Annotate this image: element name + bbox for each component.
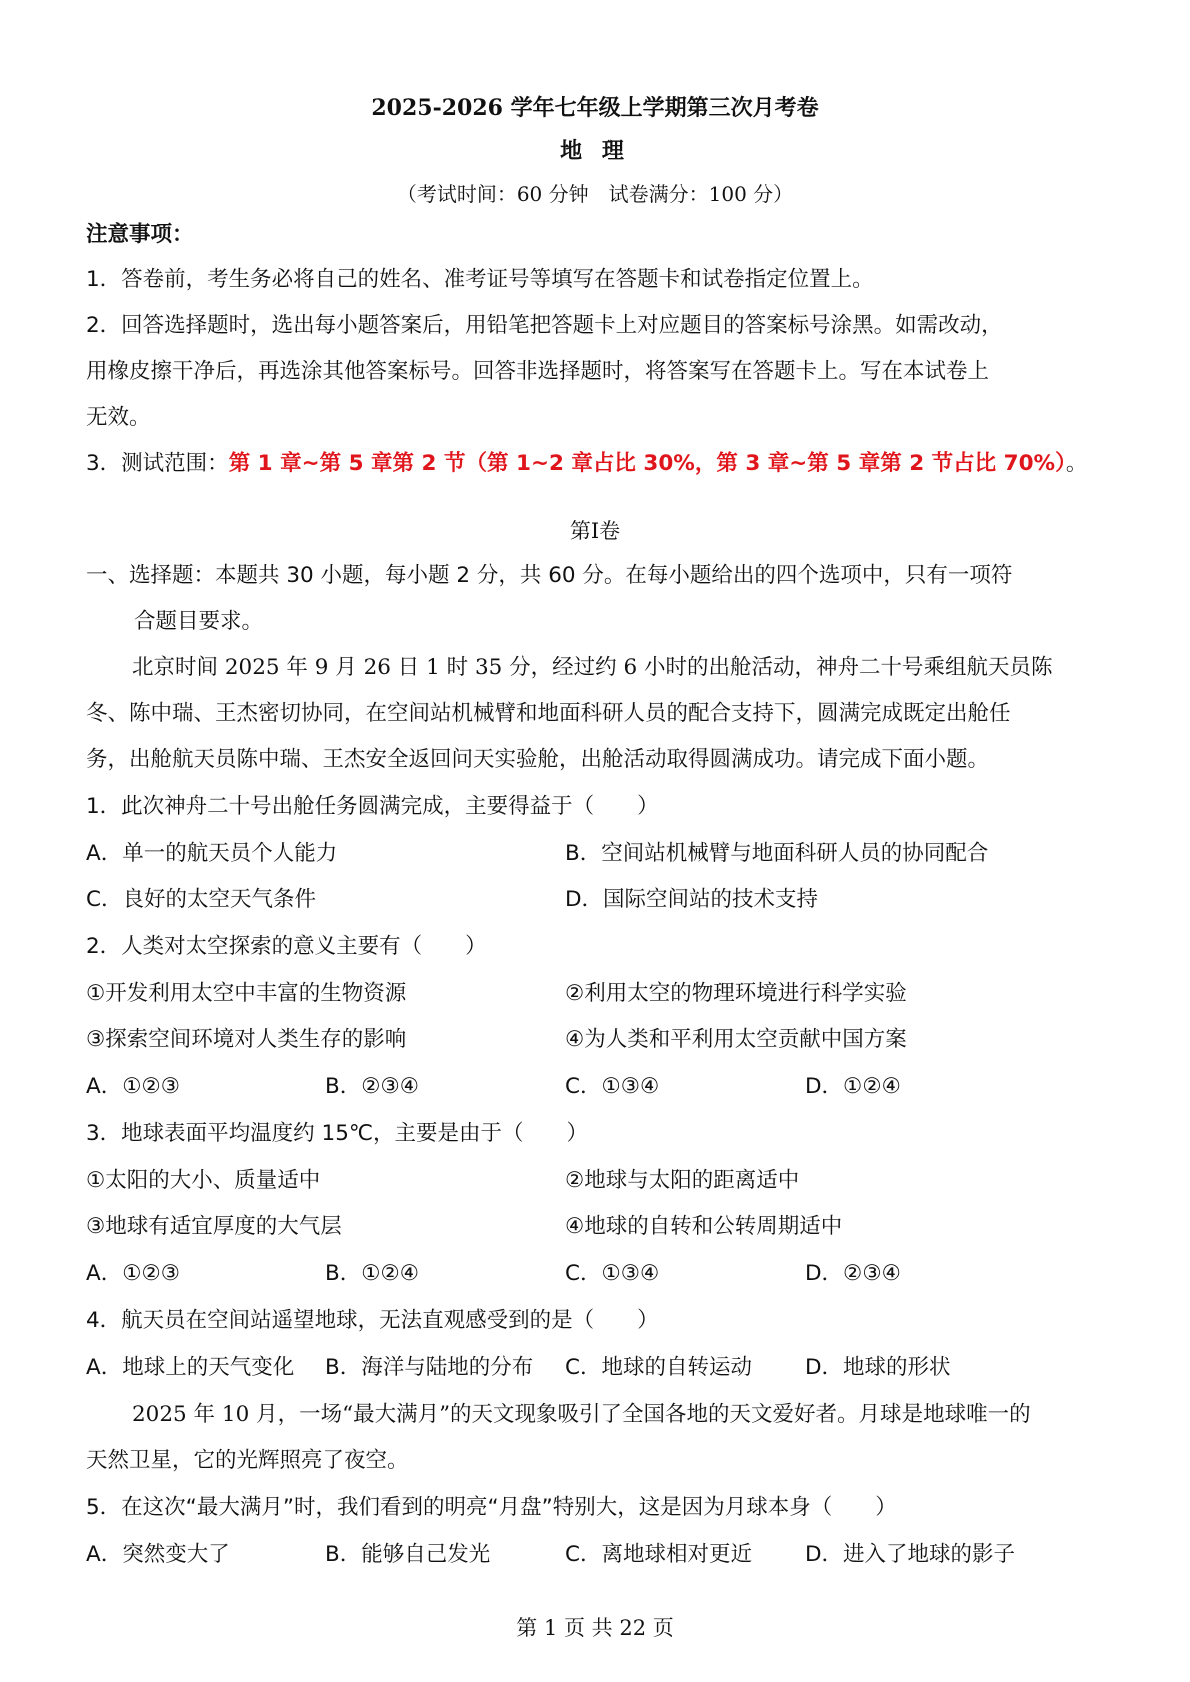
question-3-statement-3: ③地球有适宜厚度的大气层: [86, 1214, 342, 1239]
question-1-option-c: C．良好的太空天气条件: [86, 887, 317, 912]
question-5-option-c: C．离地球相对更近: [565, 1542, 753, 1567]
notice-heading: 注意事项：: [86, 222, 194, 247]
passage-1-line-1: 北京时间 2025 年 9 月 26 日 1 时 35 分，经过约 6 小时的出舱活动，神舟二十号乘组航天员陈: [132, 655, 1053, 680]
question-2-stem: 2．人类对太空探索的意义主要有（ ）: [86, 934, 487, 959]
passage-2-line-1: 2025 年 10 月，一场“最大满月”的天文现象吸引了全国各地的天文爱好者。月球是地球唯一的: [132, 1402, 1031, 1427]
notice-item-3-suffix: 。: [1065, 451, 1088, 476]
question-4-option-c: C．地球的自转运动: [565, 1355, 753, 1380]
question-4-option-b: B．海洋与陆地的分布: [325, 1355, 534, 1380]
question-2-statement-1: ①开发利用太空中丰富的生物资源: [86, 981, 407, 1006]
question-3-option-b: B．①②④: [325, 1261, 420, 1286]
question-2-option-c: C．①③④: [565, 1074, 660, 1099]
notice-item-3-prefix: 3．测试范围：: [86, 451, 229, 476]
question-3-stem: 3．地球表面平均温度约 15℃，主要是由于（ ）: [86, 1121, 589, 1146]
question-3-statement-1: ①太阳的大小、质量适中: [86, 1168, 321, 1193]
notice-item-3: [86, 449, 1110, 479]
question-2-option-a: A．①②③: [86, 1074, 181, 1099]
test-range: 第 1 章~第 5 章第 2 节（第 1~2 章占比 30%，第 3 章~第 5 章第 2 节占比 70%）: [228, 451, 1066, 476]
question-5-option-d: D．进入了地球的影子: [805, 1542, 1016, 1567]
question-1-option-a: A．单一的航天员个人能力: [86, 841, 338, 866]
passage-1-line-2: 冬、陈中瑞、王杰密切协同，在空间站机械臂和地面科研人员的配合支持下，圆满完成既定出舱任: [86, 701, 1011, 726]
question-3-statement-2: ②地球与太阳的距离适中: [565, 1168, 800, 1193]
notice-item-2-line-1: 2．回答选择题时，选出每小题答案后，用铅笔把答题卡上对应题目的答案标号涂黑。如需改动，: [86, 313, 1003, 338]
question-2-statement-3: ③探索空间环境对人类生存的影响: [86, 1027, 407, 1052]
page-footer: 第 1 页 共 22 页: [516, 1616, 674, 1640]
question-1-option-b: B．空间站机械臂与地面科研人员的协同配合: [565, 841, 989, 866]
question-2-option-d: D．①②④: [805, 1074, 901, 1099]
question-1-option-d: D．国际空间站的技术支持: [565, 887, 819, 912]
subject-title: 地 理: [560, 138, 630, 164]
question-1-stem: 1．此次神舟二十号出舱任务圆满完成，主要得益于（ ）: [86, 794, 659, 819]
question-2-statement-4: ④为人类和平利用太空贡献中国方案: [565, 1027, 907, 1052]
notice-item-2-line-2: 用橡皮擦干净后，再选涂其他答案标号。回答非选择题时，将答案写在答题卡上。写在本试卷上: [86, 359, 990, 384]
question-4-option-d: D．地球的形状: [805, 1355, 951, 1380]
passage-2-line-2: 天然卫星，它的光辉照亮了夜空。: [86, 1448, 409, 1473]
question-4-option-a: A．地球上的天气变化: [86, 1355, 295, 1380]
question-5-option-a: A．突然变大了: [86, 1542, 230, 1567]
question-5-stem: 5．在这次“最大满月”时，我们看到的明亮“月盘”特别大，这是因为月球本身（ ）: [86, 1495, 897, 1520]
notice-item-2-line-3: 无效。: [86, 405, 151, 430]
volume-label: 第Ⅰ卷: [569, 519, 621, 543]
question-3-option-c: C．①③④: [565, 1261, 660, 1286]
question-3-statement-4: ④地球的自转和公转周期适中: [565, 1214, 843, 1239]
exam-title: 2025-2026 学年七年级上学期第三次月考卷: [371, 95, 819, 121]
question-2-statement-2: ②利用太空的物理环境进行科学实验: [565, 981, 907, 1006]
question-5-option-b: B．能够自己发光: [325, 1542, 491, 1567]
question-2-option-b: B．②③④: [325, 1074, 420, 1099]
question-4-stem: 4．航天员在空间站遥望地球，无法直观感受到的是（ ）: [86, 1308, 659, 1333]
notice-item-1: 1．答卷前，考生务必将自己的姓名、准考证号等填写在答题卡和试卷指定位置上。: [86, 267, 874, 292]
passage-1-line-3: 务，出舱航天员陈中瑞、王杰安全返回问天实验舱，出舱活动取得圆满成功。请完成下面小题。: [86, 747, 990, 772]
section-heading-line-1: 一、选择题：本题共 30 小题，每小题 2 分，共 60 分。在每小题给出的四个选项中，只有一项符: [86, 563, 1013, 588]
section-heading-line-2: 合题目要求。: [134, 609, 264, 634]
question-3-option-a: A．①②③: [86, 1261, 181, 1286]
exam-info: （考试时间：60 分钟 试卷满分：100 分）: [396, 182, 794, 206]
question-3-option-d: D．②③④: [805, 1261, 901, 1286]
